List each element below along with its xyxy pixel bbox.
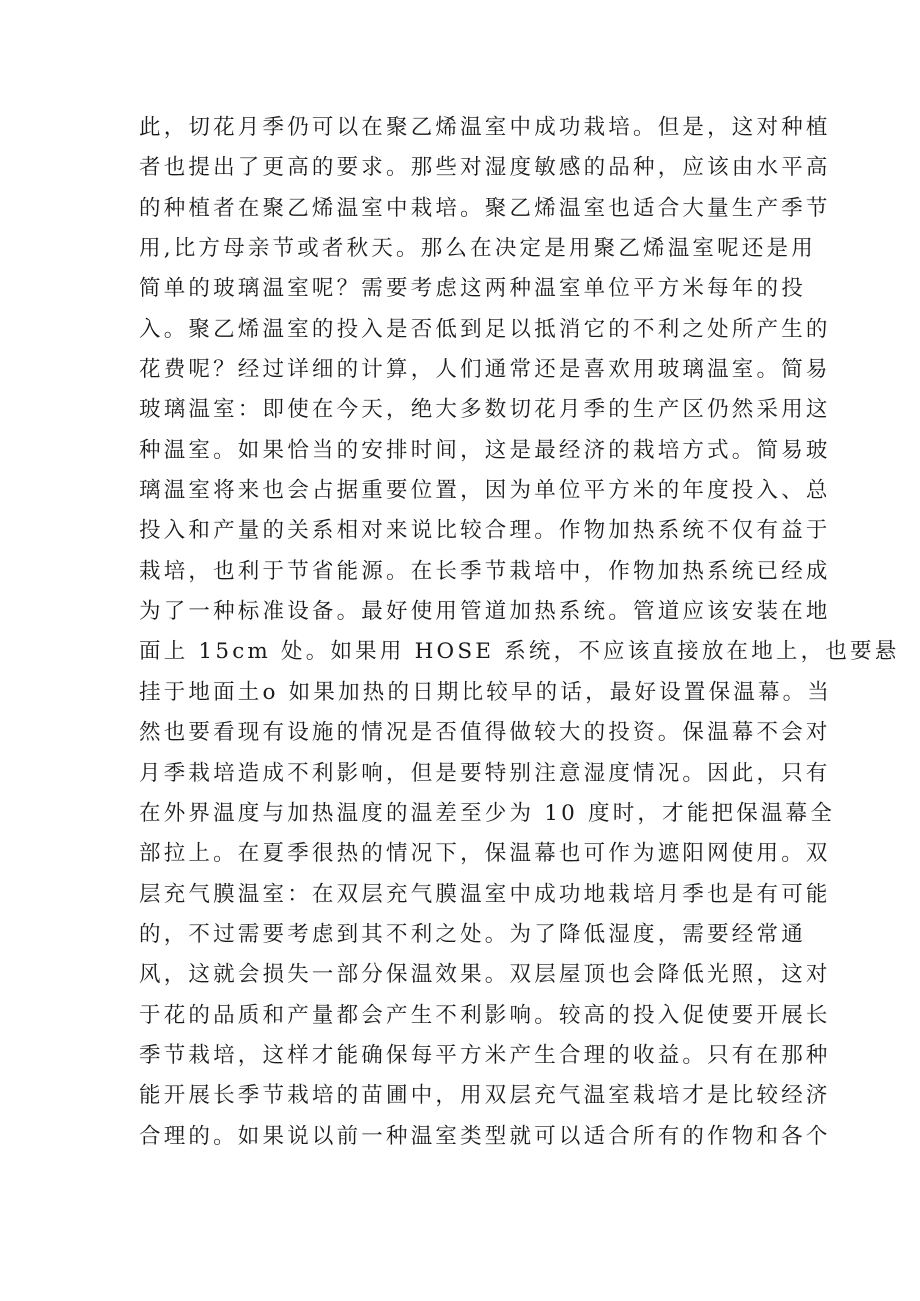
text-line: 风，这就会损失一部分保温效果。双层屋顶也会降低光照，这对	[139, 962, 831, 988]
text-line: 璃温室将来也会占据重要位置，因为单位平方米的年度投入、总	[139, 478, 831, 504]
text-line: 为了一种标准设备。最好使用管道加热系统。管道应该安装在地	[139, 599, 831, 625]
body-text	[139, 108, 900, 1157]
text-line: 面上 15cm 处。如果用 HOSE 系统，不应该直接放在地上，也要悬	[139, 639, 900, 665]
text-line: 投入和产量的关系相对来说比较合理。作物加热系统不仅有益于	[139, 518, 831, 544]
text-line: 在外界温度与加热温度的温差至少为 10 度时，才能把保温幕全	[139, 800, 836, 826]
text-line: 此，切花月季仍可以在聚乙烯温室中成功栽培。但是，这对种植	[139, 115, 831, 140]
text-line: 用,比方母亲节或者秋天。那么在决定是用聚乙烯温室呢还是用	[139, 236, 816, 262]
text-line: 合理的。如果说以前一种温室类型就可以适合所有的作物和各个	[139, 1123, 831, 1149]
text-line: 然也要看现有设施的情况是否值得做较大的投资。保温幕不会对	[139, 720, 831, 746]
text-line: 挂于地面土o 如果加热的日期比较早的话，最好设置保温幕。当	[139, 679, 833, 705]
text-line: 季节栽培，这样才能确保每平方米产生合理的收益。只有在那种	[139, 1042, 831, 1068]
text-line: 种温室。如果恰当的安排时间，这是最经济的栽培方式。简易玻	[139, 437, 831, 463]
text-line: 于花的品质和产量都会产生不利影响。较高的投入促使要开展长	[139, 1002, 831, 1028]
text-line: 月季栽培造成不利影响，但是要特别注意湿度情况。因此，只有	[139, 760, 831, 786]
text-line: 者也提出了更高的要求。那些对湿度敏感的品种，应该由水平高	[139, 155, 831, 181]
text-line: 能开展长季节栽培的苗圃中，用双层充气温室栽培才是比较经济	[139, 1083, 831, 1109]
text-line: 入。聚乙烯温室的投入是否低到足以抵消它的不利之处所产生的	[139, 316, 831, 342]
text-line: 栽培，也利于节省能源。在长季节栽培中，作物加热系统已经成	[139, 558, 831, 584]
text-line: 的种植者在聚乙烯温室中栽培。聚乙烯温室也适合大量生产季节	[139, 195, 831, 221]
text-line: 花费呢？经过详细的计算，人们通常还是喜欢用玻璃温室。简易	[139, 357, 831, 383]
text-line: 层充气膜温室：在双层充气膜温室中成功地栽培月季也是有可能	[139, 881, 831, 907]
text-line: 玻璃温室：即使在今天，绝大多数切花月季的生产区仍然采用这	[139, 397, 831, 423]
text-line: 的，不过需要考虑到其不利之处。为了降低湿度，需要经常通	[139, 921, 806, 947]
text-line: 简单的玻璃温室呢？需要考虑这两种温室单位平方米每年的投	[139, 276, 806, 302]
text-line: 部拉上。在夏季很热的情况下，保温幕也可作为遮阳网使用。双	[139, 841, 831, 867]
